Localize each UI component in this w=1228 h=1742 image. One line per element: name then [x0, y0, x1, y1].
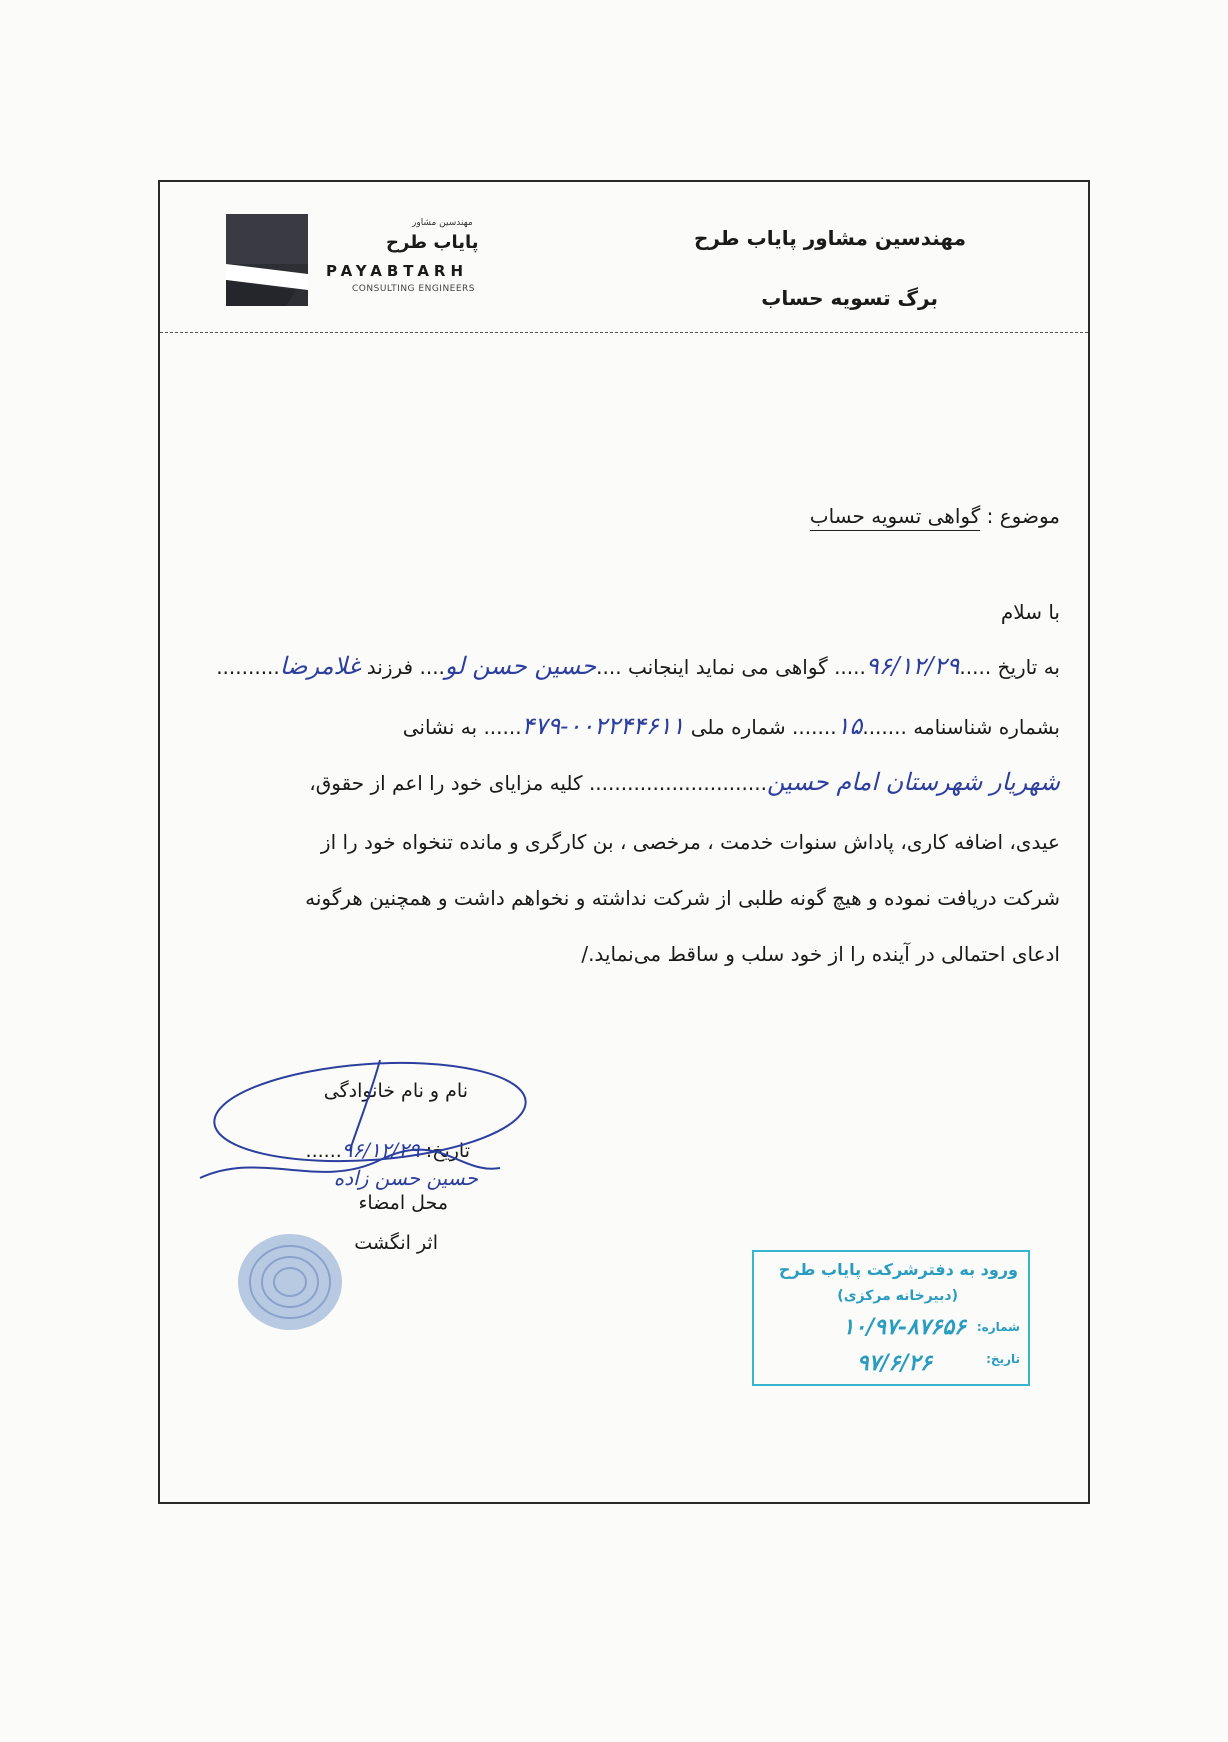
- stamp-number-value: ۱۰/۹۷-۸۷۶۵۶: [842, 1314, 966, 1340]
- stamp-subtitle: (دبیرخانه مرکزی): [837, 1288, 958, 1304]
- greeting: با سلام: [1000, 600, 1060, 624]
- name-label: نام و نام خانوادگی: [323, 1080, 468, 1102]
- text-date-prefix: به تاریخ: [997, 655, 1060, 679]
- subject-value: گواهی تسویه حساب: [810, 504, 981, 531]
- form-title: برگ تسویه حساب: [761, 286, 938, 310]
- signature-date-row: تاریخ: ۹۶/۱۲/۲۹......: [305, 1138, 470, 1162]
- handwritten-father-name: غلامرضا: [279, 652, 361, 680]
- handwritten-national-id: ۰۰۲۲۴۴۶۱۱-۴۷۹: [521, 712, 685, 740]
- handwritten-id-number: ۱۵: [836, 712, 863, 740]
- stamp-date-value: ۹۷/۶/۲۶: [856, 1350, 932, 1376]
- text-certifies: گواهی می نماید اینجانب: [627, 655, 828, 679]
- signature-stroke-icon: [350, 1060, 380, 1150]
- signature-date-label: تاریخ:: [425, 1140, 470, 1162]
- signature-scribble-icon: [211, 1053, 529, 1171]
- company-name: مهندسین مشاور پایاب طرح: [693, 226, 966, 250]
- body-line-3: شهریار شهرستان امام حسین............................ کلیه مزایای خود را اعم از حقوق،: [309, 768, 1060, 796]
- body-line-4: عیدی، اضافه کاری، پاداش سنوات خدمت ، مرخصی ، بن کارگری و مانده تنخواه خود را از: [320, 830, 1060, 854]
- handwritten-address: شهریار شهرستان امام حسین: [766, 768, 1060, 796]
- stamp-date-label: تاریخ:: [986, 1352, 1020, 1366]
- handwritten-signature: حسین حسن زاده: [333, 1166, 478, 1190]
- body-line-6: ادعای احتمالی در آینده را از خود سلب و ساقط می‌نماید./: [581, 942, 1060, 966]
- subject-label: موضوع :: [986, 504, 1060, 528]
- text-id-prefix: بشماره شناسنامه: [913, 715, 1060, 739]
- fingerprint-icon: [238, 1234, 342, 1330]
- stamp-number-label: شماره:: [976, 1320, 1020, 1334]
- logo-subtitle-en: CONSULTING ENGINEERS: [352, 284, 476, 294]
- logo-name-fa: پایاب طرح: [386, 232, 479, 253]
- logo-name-en: PAYABTARH: [326, 262, 469, 280]
- text-benefits: کلیه مزایای خود را اعم از حقوق،: [309, 771, 583, 795]
- stamp-title: ورود به دفترشرکت پایاب طرح: [778, 1260, 1018, 1279]
- handwritten-name: حسین حسن لو: [444, 652, 597, 680]
- signature-stroke-icon: [200, 1150, 500, 1178]
- text-address-prefix: به نشانی: [402, 715, 478, 739]
- logo-subtitle-fa: مهندسین مشاور: [412, 218, 473, 228]
- handwritten-signature-date: ۹۶/۱۲/۲۹: [341, 1138, 420, 1162]
- text-child-of: فرزند: [366, 655, 414, 679]
- handwritten-date: ۹۶/۱۲/۲۹: [865, 652, 960, 680]
- body-line-2: بشماره شناسنامه .......۱۵....... شماره ملی ۰۰۲۲۴۴۶۱۱-۴۷۹...... به نشانی: [402, 712, 1060, 740]
- text-national-id: شماره ملی: [690, 715, 786, 739]
- signature-label: محل امضاء: [358, 1192, 448, 1214]
- body-line-1: به تاریخ .....۹۶/۱۲/۲۹..... گواهی می نماید اینجانب ....حسین حسن لو.... فرزند غلامرضا..........: [216, 652, 1060, 680]
- fingerprint-label: اثر انگشت: [354, 1232, 438, 1254]
- body-line-5: شرکت دریافت نموده و هیچ گونه طلبی از شرکت نداشته و نخواهم داشت و همچنین هرگونه: [305, 886, 1060, 910]
